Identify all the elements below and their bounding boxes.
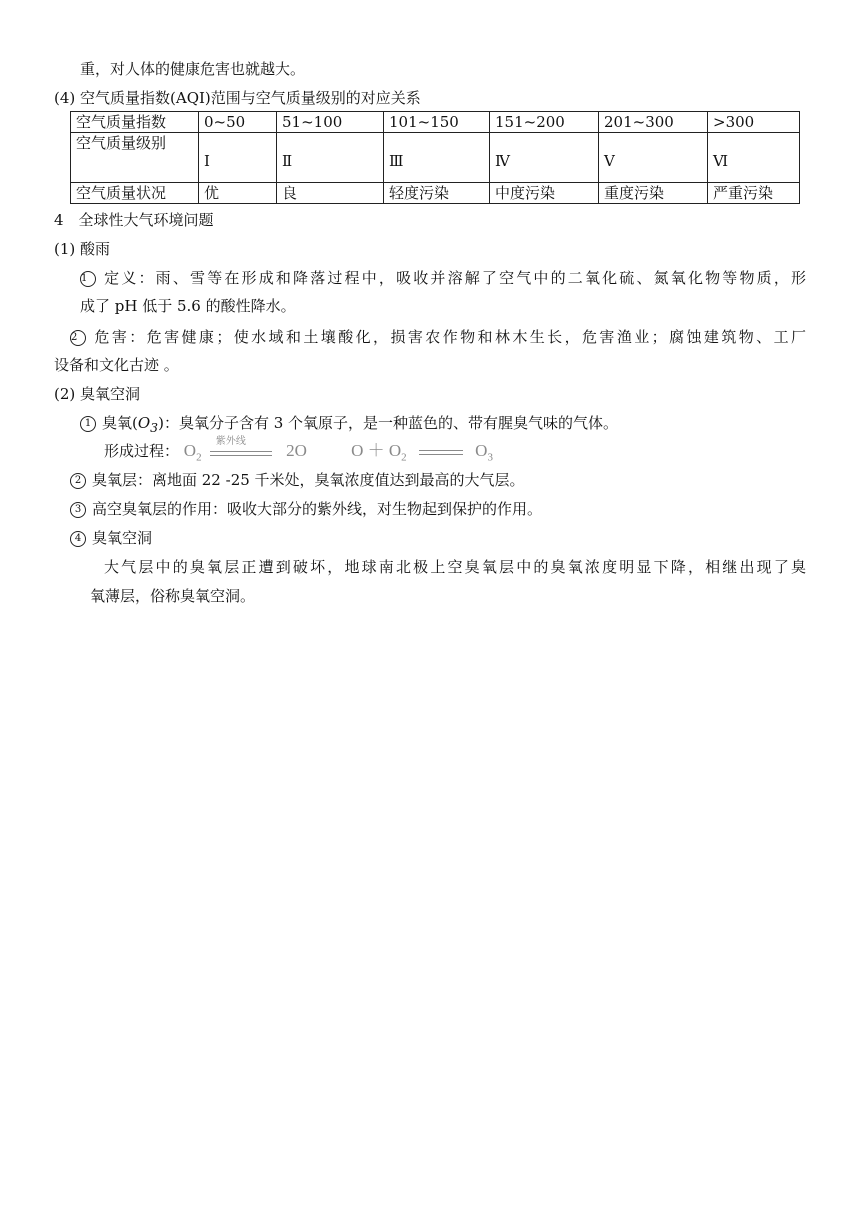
ozone-function-text: 高空臭氧层的作用：吸收大部分的紫外线，对生物起到保护的作用。 [92,500,543,518]
ozone-formula [137,414,159,435]
item-number-circle: 1 [80,416,96,432]
section4-title: (4) 空气质量指数(AQI)范围与空气质量级别的对应关系 [54,89,421,107]
definition-text: 定义：雨、雪等在形成和降落过程中，吸收并溶解了空气中的二氧化硫、氮氧化物等物质，形 [102,269,806,287]
ozone-definition [80,413,618,438]
item-number-circle: 2 [70,473,86,489]
equation-2 [351,441,493,464]
table-row [71,112,800,133]
item-number-circle: 3 [70,502,86,518]
ozone-definition-text: )：臭氧分子含有 3 个氧原子，是一种蓝色的、带有腥臭气味的气体。 [158,414,619,432]
table-cell: 0~50 [199,112,277,133]
table-cell: 优 [199,183,277,204]
intro-tail-text: 重，对人体的健康危害也就越大。 [80,60,306,78]
table-cell: Ⅱ [277,133,384,183]
double-line [419,450,463,455]
eq1-reactant-sub: 2 [196,451,202,464]
ozone-hole-item [70,528,152,548]
formation-label: 形成过程： [104,442,180,460]
item-number-circle: 4 [70,531,86,547]
table-cell: 中度污染 [490,183,599,204]
item-number-circle: 1 [80,271,96,287]
ozone-hole-title: (2) 臭氧空洞 [54,385,141,403]
table-cell: 严重污染 [708,183,800,204]
table-cell: 轻度污染 [384,183,490,204]
ozone-layer-text: 臭氧层：离地面 22 -25 千米处，臭氧浓度值达到最高的大气层。 [92,471,525,489]
ozone-prefix: 臭氧( [102,414,138,432]
acid-rain-definition-cont: 成了 pH 低于 5.6 的酸性降水。 [80,297,296,315]
heading-global-issues: 4 全球性大气环境问题 [54,211,214,229]
acid-rain-definition [80,268,806,288]
eq2-reactants: O ＋ O [351,441,402,460]
table-header-cell: 空气质量状况 [71,183,199,204]
ozone-hole-label: 臭氧空洞 [92,529,153,547]
table-header-cell: 空气质量指数 [71,112,199,133]
table-cell: 51~100 [277,112,384,133]
table-cell: >300 [708,112,800,133]
table-cell: 201~300 [599,112,708,133]
double-line [210,451,272,456]
acid-rain-harm-cont: 设备和文化古迹 。 [54,356,179,374]
eq1-product: 2O [286,441,307,460]
table-cell: Ⅵ [708,133,800,183]
formula-subscript: 3 [150,420,159,435]
table-cell: Ⅴ [599,133,708,183]
ozone-function-item [70,499,542,519]
eq1-reactant: O [183,441,197,460]
eq2-product: O [475,441,488,460]
formula-symbol: O [137,414,151,432]
table-cell: Ⅳ [490,133,599,183]
ozone-hole-description: 大气层中的臭氧层正遭到破坏，地球南北极上空臭氧层中的臭氧浓度明显下降，相继出现了臭 [104,558,806,576]
acid-rain-harm [70,327,806,347]
item-number-circle: 2 [70,330,86,346]
harm-text: 危害：危害健康；使水域和土壤酸化，损害农作物和林木生长，危害渔业；腐蚀建筑物、工厂 [92,328,806,346]
table-row [71,133,800,183]
table-cell: Ⅰ [199,133,277,183]
ozone-formation [104,436,493,467]
ozone-layer-item [70,470,525,490]
table-cell: 151~200 [490,112,599,133]
table-cell: 重度污染 [599,183,708,204]
eq2-product-sub: 3 [487,451,493,464]
table-cell: 101~150 [384,112,490,133]
ozone-hole-description-cont: 氧薄层，俗称臭氧空洞。 [90,587,256,605]
table-header-cell: 空气质量级别 [71,133,199,183]
table-cell: Ⅲ [384,133,490,183]
table-cell: 良 [277,183,384,204]
eq2-reactant-sub: 2 [401,451,407,464]
acid-rain-title: (1) 酸雨 [54,240,111,258]
reaction-arrow [206,436,282,462]
reaction-condition: 紫外线 [215,436,246,448]
equation-1 [183,436,311,464]
table-row [71,183,800,204]
aqi-table [70,111,800,204]
